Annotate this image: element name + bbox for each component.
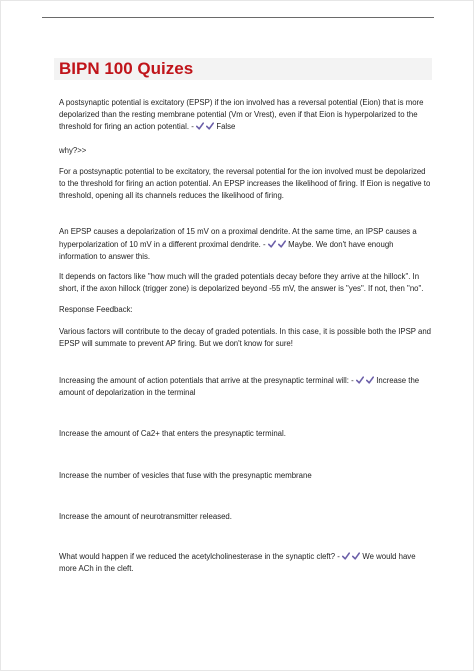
check-icon — [356, 376, 364, 384]
question-3 — [59, 375, 433, 399]
check-icon — [352, 552, 360, 560]
option-item: Increase the amount of Ca2+ that enters the presynaptic terminal. — [59, 429, 286, 439]
check-icon — [366, 376, 374, 384]
response-feedback: Various factors will contribute to the decay of graded potentials. In this case, it is possible both the IPSP and EPSP will summate to prevent AP firing. But we don't know for sure! — [59, 326, 432, 348]
explanation-1: For a postsynaptic potential to be excitatory, the reversal potential for the ion involved must be depolarized to the threshold for firing an action potential. An EPSP increases the likelihood of firing. If Eion is negative to threshold, opening all its channels reduces the likelihood of firing. — [59, 166, 431, 201]
question-1-answer: False — [216, 122, 236, 132]
question-2 — [59, 226, 433, 263]
question-2-answer: Maybe. We don't have enough information to answer this. — [59, 239, 394, 261]
question-2-text: An EPSP causes a depolarization of 15 mV on a proximal dendrite. At the same time, an IPSP causes a hyperpolarization of 10 mV in a different proximal dendrite. - — [59, 227, 417, 249]
question-3-text: Increasing the amount of action potentials that arrive at the presynaptic terminal will: - — [59, 376, 354, 386]
option-item: Increase the number of vesicles that fuse with the presynaptic membrane — [59, 470, 312, 480]
check-icon — [206, 122, 214, 130]
check-icon — [278, 240, 286, 248]
document-body — [59, 97, 433, 575]
question-1 — [59, 97, 433, 134]
check-icon — [196, 122, 204, 130]
question-4-answer: We would have more ACh in the cleft. — [59, 552, 416, 574]
question-4 — [59, 551, 433, 575]
why-label: why?>> — [59, 145, 87, 155]
question-4-text: What would happen if we reduced the acetylcholinesterase in the synaptic cleft? - — [59, 552, 340, 562]
option-item: Increase the amount of neurotransmitter released. — [59, 511, 232, 521]
header-rule — [42, 17, 434, 18]
explanation-2: It depends on factors like "how much will the graded potentials decay before they arrive at the hillock". In short, if the axon hillock (trigger zone) is depolarized beyond -55 mV, the answer is "yes". If not, then "no". — [59, 272, 424, 294]
check-icon — [268, 240, 276, 248]
response-feedback-label: Response Feedback: — [59, 305, 133, 315]
question-1-text: A postsynaptic potential is excitatory (EPSP) if the ion involved has a reversal potential (Eion) that is more depolarized than the resting membrane potential (Vm or Vrest), even if that Eion is hyperpolarized to the threshold for firing an action potential. - — [59, 98, 424, 132]
document-title: BIPN 100 Quizes — [59, 59, 194, 78]
question-3-answer: Increase the amount of depolarization in the terminal — [59, 376, 420, 398]
check-icon — [342, 552, 350, 560]
